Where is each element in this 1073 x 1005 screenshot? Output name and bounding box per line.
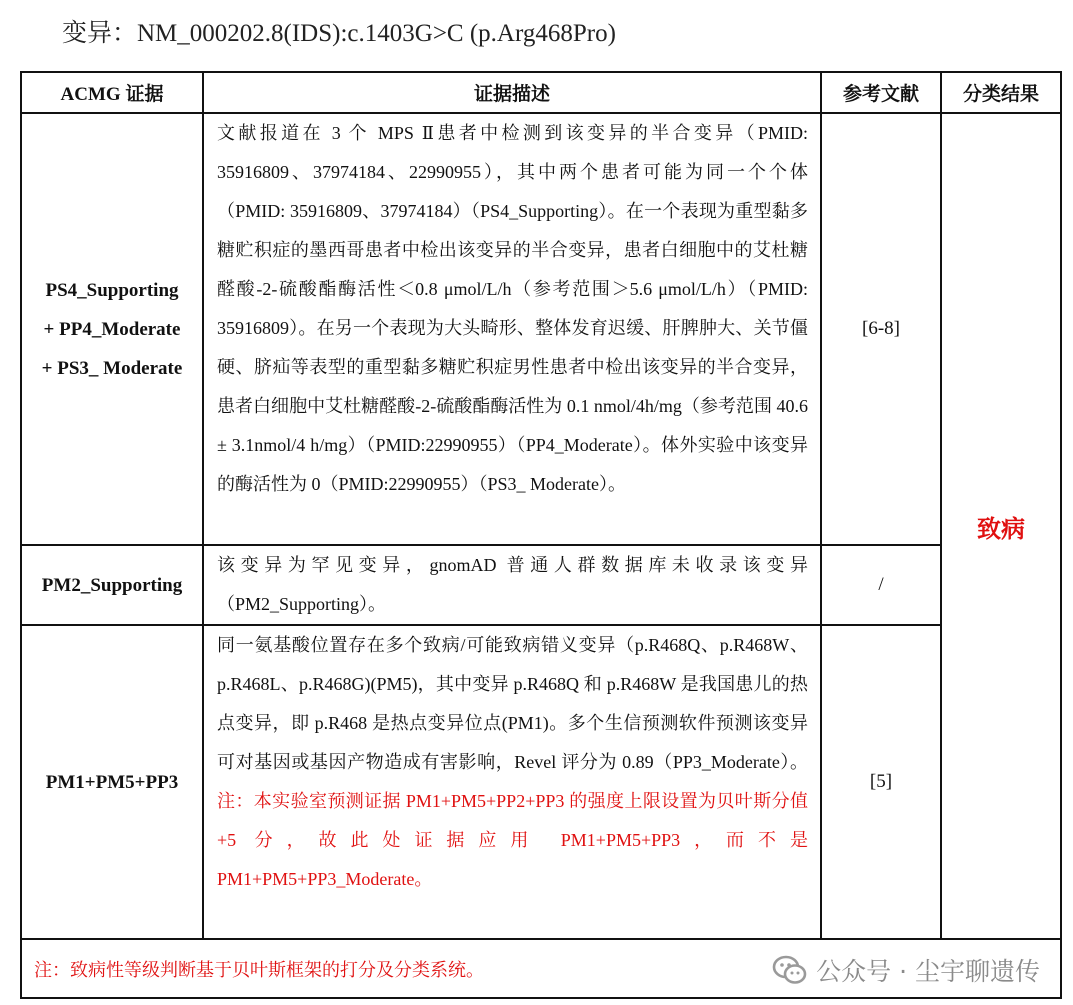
- reference-cell: [6-8]: [821, 113, 941, 545]
- watermark: [772, 952, 1040, 988]
- reference-cell: /: [821, 545, 941, 625]
- description-cell: 文献报道在 3 个 MPS Ⅱ患者中检测到该变异的半合变异（PMID: 35916809、37974184、22990955），其中两个患者可能为同一个个体（PMID: 35916809、37974184）（PS4_Supporting）。在一个表现为重型黏多糖贮积症的墨西哥患者中检出该变异的半合变异，患者白细胞中的艾杜糖醛酸-2-硫酸酯酶活性＜0.8 μmol/L/h（参考范围＞5.6 μmol/L/h）（PMID: 35916809）。在另一个表现为大头畸形、整体发育迟缓、肝脾肿大、关节僵硬、脐疝等表型的重型黏多糖贮积症男性患者中检出该变异的半合变异，患者白细胞中艾杜糖醛酸-2-硫酸酯酶活性为 0.1 nmol/4h/mg（参考范围 40.6 ± 3.1nmol/4 h/mg）（PMID:22990955）（PP4_Moderate）。体外实验中该变异的酶活性为 0（PMID:22990955）（PS3_ Moderate）。: [203, 113, 821, 545]
- footnote-cell: [21, 939, 1061, 998]
- header-reference: 参考文献: [821, 72, 941, 113]
- table-header-row: [21, 72, 1061, 113]
- evidence-cell: [21, 113, 203, 545]
- evidence-line: + PP4_Moderate: [43, 318, 181, 340]
- table-row: [21, 545, 1061, 625]
- classification-cell: 致病: [941, 113, 1061, 939]
- footnote-text: 注：致病性等级判断基于贝叶斯框架的打分及分类系统。: [34, 959, 484, 980]
- header-evidence: ACMG 证据: [21, 72, 203, 113]
- evidence-line: + PS3_ Moderate: [41, 357, 183, 379]
- footnote-row: [21, 939, 1061, 998]
- evidence-line: PM1+PM5+PP3: [45, 771, 179, 793]
- wechat-icon: [772, 955, 808, 985]
- evidence-cell: [21, 625, 203, 939]
- table-row: [21, 625, 1061, 939]
- reference-cell: [5]: [821, 625, 941, 939]
- header-description: 证据描述: [203, 72, 821, 113]
- description-cell: 该变异为罕见变异，gnomAD 普通人群数据库未收录该变异（PM2_Supporting）。: [203, 545, 821, 625]
- evidence-line: PM2_Supporting: [41, 574, 183, 596]
- description-text: 同一氨基酸位置存在多个致病/可能致病错义变异（p.R468Q、p.R468W、p.R468L、p.R468G)(PM5)，其中变异 p.R468Q 和 p.R468W 是我国患儿的热点变异，即 p.R468 是热点变异位点(PM1)。多个生信预测软件预测该变异可对基因或基因产物造成有害影响，Revel 评分为 0.89（PP3_Moderate）。: [217, 635, 808, 772]
- description-cell: [203, 625, 821, 939]
- variant-title: 变异：NM_000202.8(IDS):c.1403G>C (p.Arg468Pro): [62, 20, 616, 47]
- header-classification: 分类结果: [941, 72, 1061, 113]
- table-row: [21, 113, 1061, 545]
- evidence-cell: [21, 545, 203, 625]
- watermark-text: 公众号 · 尘宇聊遗传: [816, 957, 1040, 986]
- lab-note: 注：本实验室预测证据 PM1+PM5+PP2+PP3 的强度上限设置为贝叶斯分值+5 分，故此处证据应用 PM1+PM5+PP3，而不是 PM1+PM5+PP3_Moderate。: [217, 791, 808, 889]
- acmg-evidence-table: [20, 71, 1062, 999]
- evidence-line: PS4_Supporting: [45, 279, 179, 301]
